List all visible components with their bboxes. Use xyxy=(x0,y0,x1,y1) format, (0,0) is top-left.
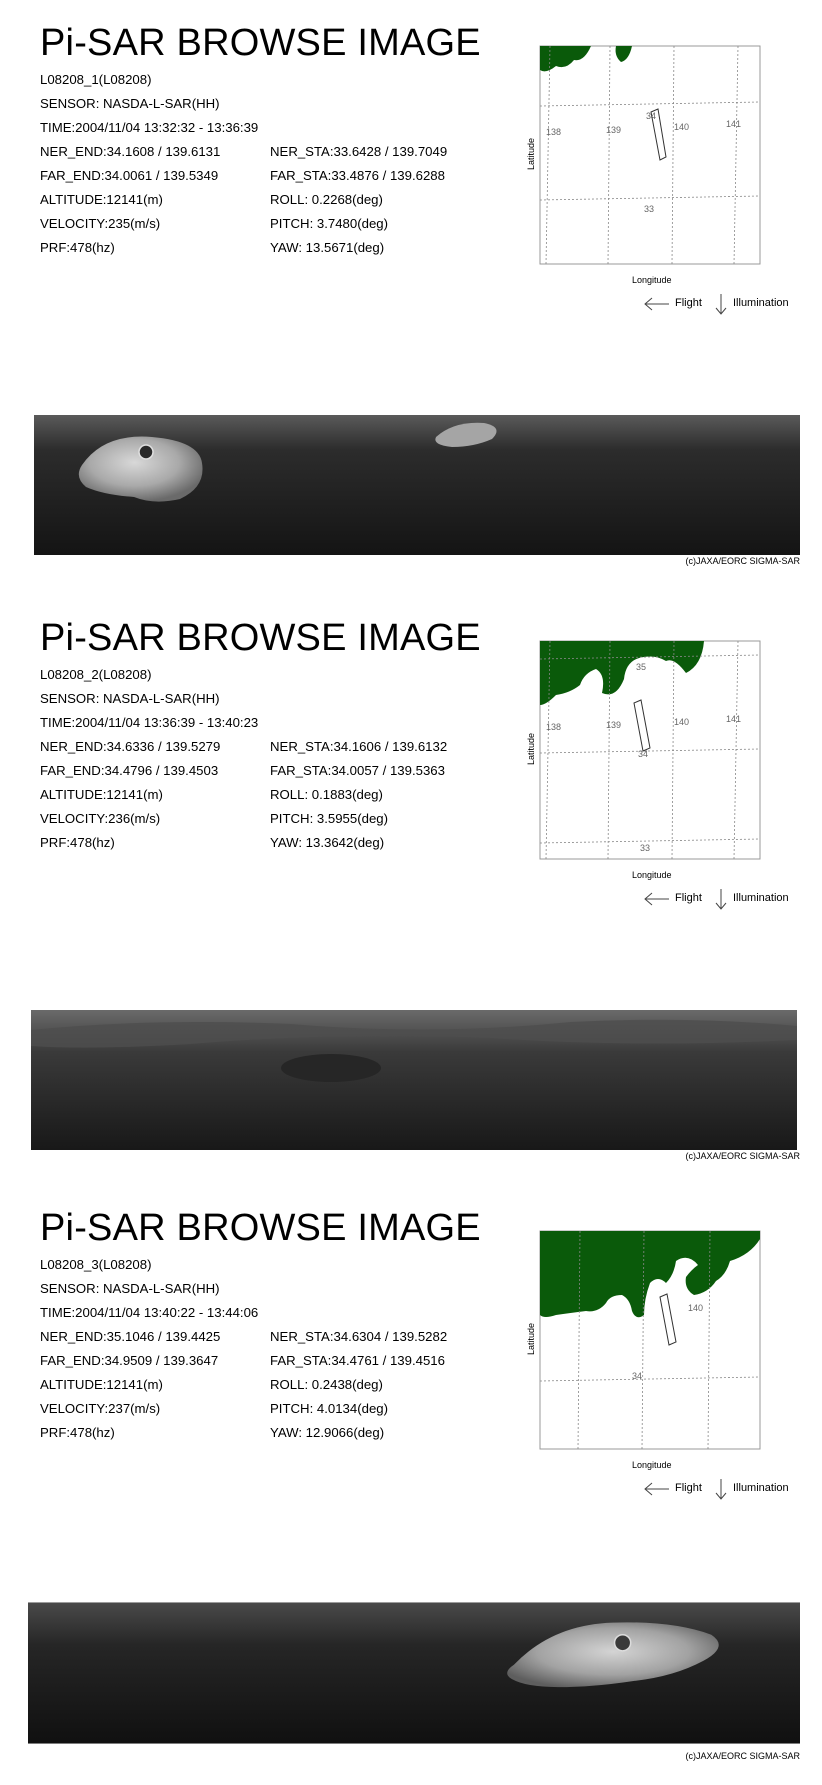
grid-label-lat: 33 xyxy=(640,843,651,853)
map-x-label: Longitude xyxy=(632,1460,672,1470)
grid-label-lon: 141 xyxy=(726,714,742,724)
flight-legend xyxy=(641,1477,801,1501)
time: TIME:2004/11/04 13:36:39 - 13:40:23 xyxy=(40,715,259,730)
yaw: YAW: 13.5671(deg) xyxy=(270,240,385,255)
grid-label-lon: 139 xyxy=(606,720,622,730)
ner-sta: NER_STA:33.6428 / 139.7049 xyxy=(270,144,448,159)
scene-id: L08208_1(L08208) xyxy=(40,72,152,87)
ner-sta: NER_STA:34.6304 / 139.5282 xyxy=(270,1329,448,1344)
page-title: Pi-SAR BROWSE IMAGE xyxy=(40,22,481,64)
far-end: FAR_END:34.9509 / 139.3647 xyxy=(40,1353,219,1368)
flight-label: Flight xyxy=(675,1482,702,1494)
map-x-label: Longitude xyxy=(632,275,672,285)
altitude: ALTITUDE:12141(m) xyxy=(40,192,163,207)
sar-strip-image xyxy=(28,1598,800,1748)
sensor: SENSOR: NASDA-L-SAR(HH) xyxy=(40,96,220,111)
grid-label-lat: 34 xyxy=(646,111,657,121)
illumination-label: Illumination xyxy=(733,1482,789,1494)
map-y-label: Latitude xyxy=(526,732,536,765)
page-title: Pi-SAR BROWSE IMAGE xyxy=(40,617,481,659)
far-end: FAR_END:34.0061 / 139.5349 xyxy=(40,168,219,183)
flight-legend xyxy=(641,292,801,316)
sensor: SENSOR: NASDA-L-SAR(HH) xyxy=(40,691,220,706)
ner-end: NER_END:35.1046 / 139.4425 xyxy=(40,1329,221,1344)
map-y-label: Latitude xyxy=(526,1322,536,1355)
volcano-crater xyxy=(615,1635,631,1651)
credit: (c)JAXA/EORC SIGMA-SAR xyxy=(685,1751,800,1761)
sar-strip-image xyxy=(34,415,800,555)
map-y-label: Latitude xyxy=(526,137,536,170)
grid-label-lon: 138 xyxy=(546,722,562,732)
grid-label-lon: 140 xyxy=(688,1303,704,1313)
illumination-arrow-icon xyxy=(713,887,729,911)
illumination-arrow-icon xyxy=(713,292,729,316)
grid-label-lat: 34 xyxy=(632,1371,643,1381)
flight-arrow-icon xyxy=(641,887,671,911)
credit: (c)JAXA/EORC SIGMA-SAR xyxy=(685,556,800,566)
yaw: YAW: 13.3642(deg) xyxy=(270,835,385,850)
ner-sta: NER_STA:34.1606 / 139.6132 xyxy=(270,739,448,754)
velocity: VELOCITY:237(m/s) xyxy=(40,1401,161,1416)
ner-end: NER_END:34.1608 / 139.6131 xyxy=(40,144,221,159)
far-sta: FAR_STA:34.4761 / 139.4516 xyxy=(270,1353,445,1368)
prf: PRF:478(hz) xyxy=(40,240,115,255)
grid-label-lon: 140 xyxy=(674,717,690,727)
velocity: VELOCITY:236(m/s) xyxy=(40,811,161,826)
location-map xyxy=(526,40,772,285)
illumination-label: Illumination xyxy=(733,297,789,309)
prf: PRF:478(hz) xyxy=(40,835,115,850)
far-end: FAR_END:34.4796 / 139.4503 xyxy=(40,763,219,778)
grid-label-lon: 141 xyxy=(726,119,742,129)
illumination-label: Illumination xyxy=(733,892,789,904)
grid-label-lat: 34 xyxy=(638,749,649,759)
sar-strip-image xyxy=(28,1010,800,1150)
dark-patch xyxy=(281,1054,381,1082)
scene-id: L08208_3(L08208) xyxy=(40,1257,152,1272)
altitude: ALTITUDE:12141(m) xyxy=(40,1377,163,1392)
roll: ROLL: 0.2268(deg) xyxy=(270,192,383,207)
flight-arrow-icon xyxy=(641,1477,671,1501)
time: TIME:2004/11/04 13:40:22 - 13:44:06 xyxy=(40,1305,259,1320)
browse-block-3 xyxy=(0,1185,822,1775)
flight-label: Flight xyxy=(675,892,702,904)
location-map xyxy=(526,635,772,880)
pitch: PITCH: 4.0134(deg) xyxy=(270,1401,389,1416)
sensor: SENSOR: NASDA-L-SAR(HH) xyxy=(40,1281,220,1296)
flight-label: Flight xyxy=(675,297,702,309)
grid-label-lon: 138 xyxy=(546,127,562,137)
velocity: VELOCITY:235(m/s) xyxy=(40,216,161,231)
grid-label-lat: 33 xyxy=(644,204,655,214)
location-map xyxy=(526,1225,772,1470)
flight-legend xyxy=(641,887,801,911)
grid-label-lon: 139 xyxy=(606,125,622,135)
far-sta: FAR_STA:34.0057 / 139.5363 xyxy=(270,763,445,778)
altitude: ALTITUDE:12141(m) xyxy=(40,787,163,802)
pitch: PITCH: 3.7480(deg) xyxy=(270,216,389,231)
map-x-label: Longitude xyxy=(632,870,672,880)
far-sta: FAR_STA:33.4876 / 139.6288 xyxy=(270,168,445,183)
map-frame xyxy=(540,46,760,264)
prf: PRF:478(hz) xyxy=(40,1425,115,1440)
yaw: YAW: 12.9066(deg) xyxy=(270,1425,385,1440)
ner-end: NER_END:34.6336 / 139.5279 xyxy=(40,739,221,754)
roll: ROLL: 0.1883(deg) xyxy=(270,787,383,802)
grid-label-lon: 140 xyxy=(674,122,690,132)
volcano-crater xyxy=(139,445,153,459)
grid-label-lat: 35 xyxy=(636,662,647,672)
roll: ROLL: 0.2438(deg) xyxy=(270,1377,383,1392)
pitch: PITCH: 3.5955(deg) xyxy=(270,811,389,826)
browse-block-1 xyxy=(0,0,822,590)
time: TIME:2004/11/04 13:32:32 - 13:36:39 xyxy=(40,120,259,135)
scene-id: L08208_2(L08208) xyxy=(40,667,152,682)
illumination-arrow-icon xyxy=(713,1477,729,1501)
flight-arrow-icon xyxy=(641,292,671,316)
credit: (c)JAXA/EORC SIGMA-SAR xyxy=(685,1151,800,1161)
page-title: Pi-SAR BROWSE IMAGE xyxy=(40,1207,481,1249)
browse-block-2 xyxy=(0,595,822,1185)
